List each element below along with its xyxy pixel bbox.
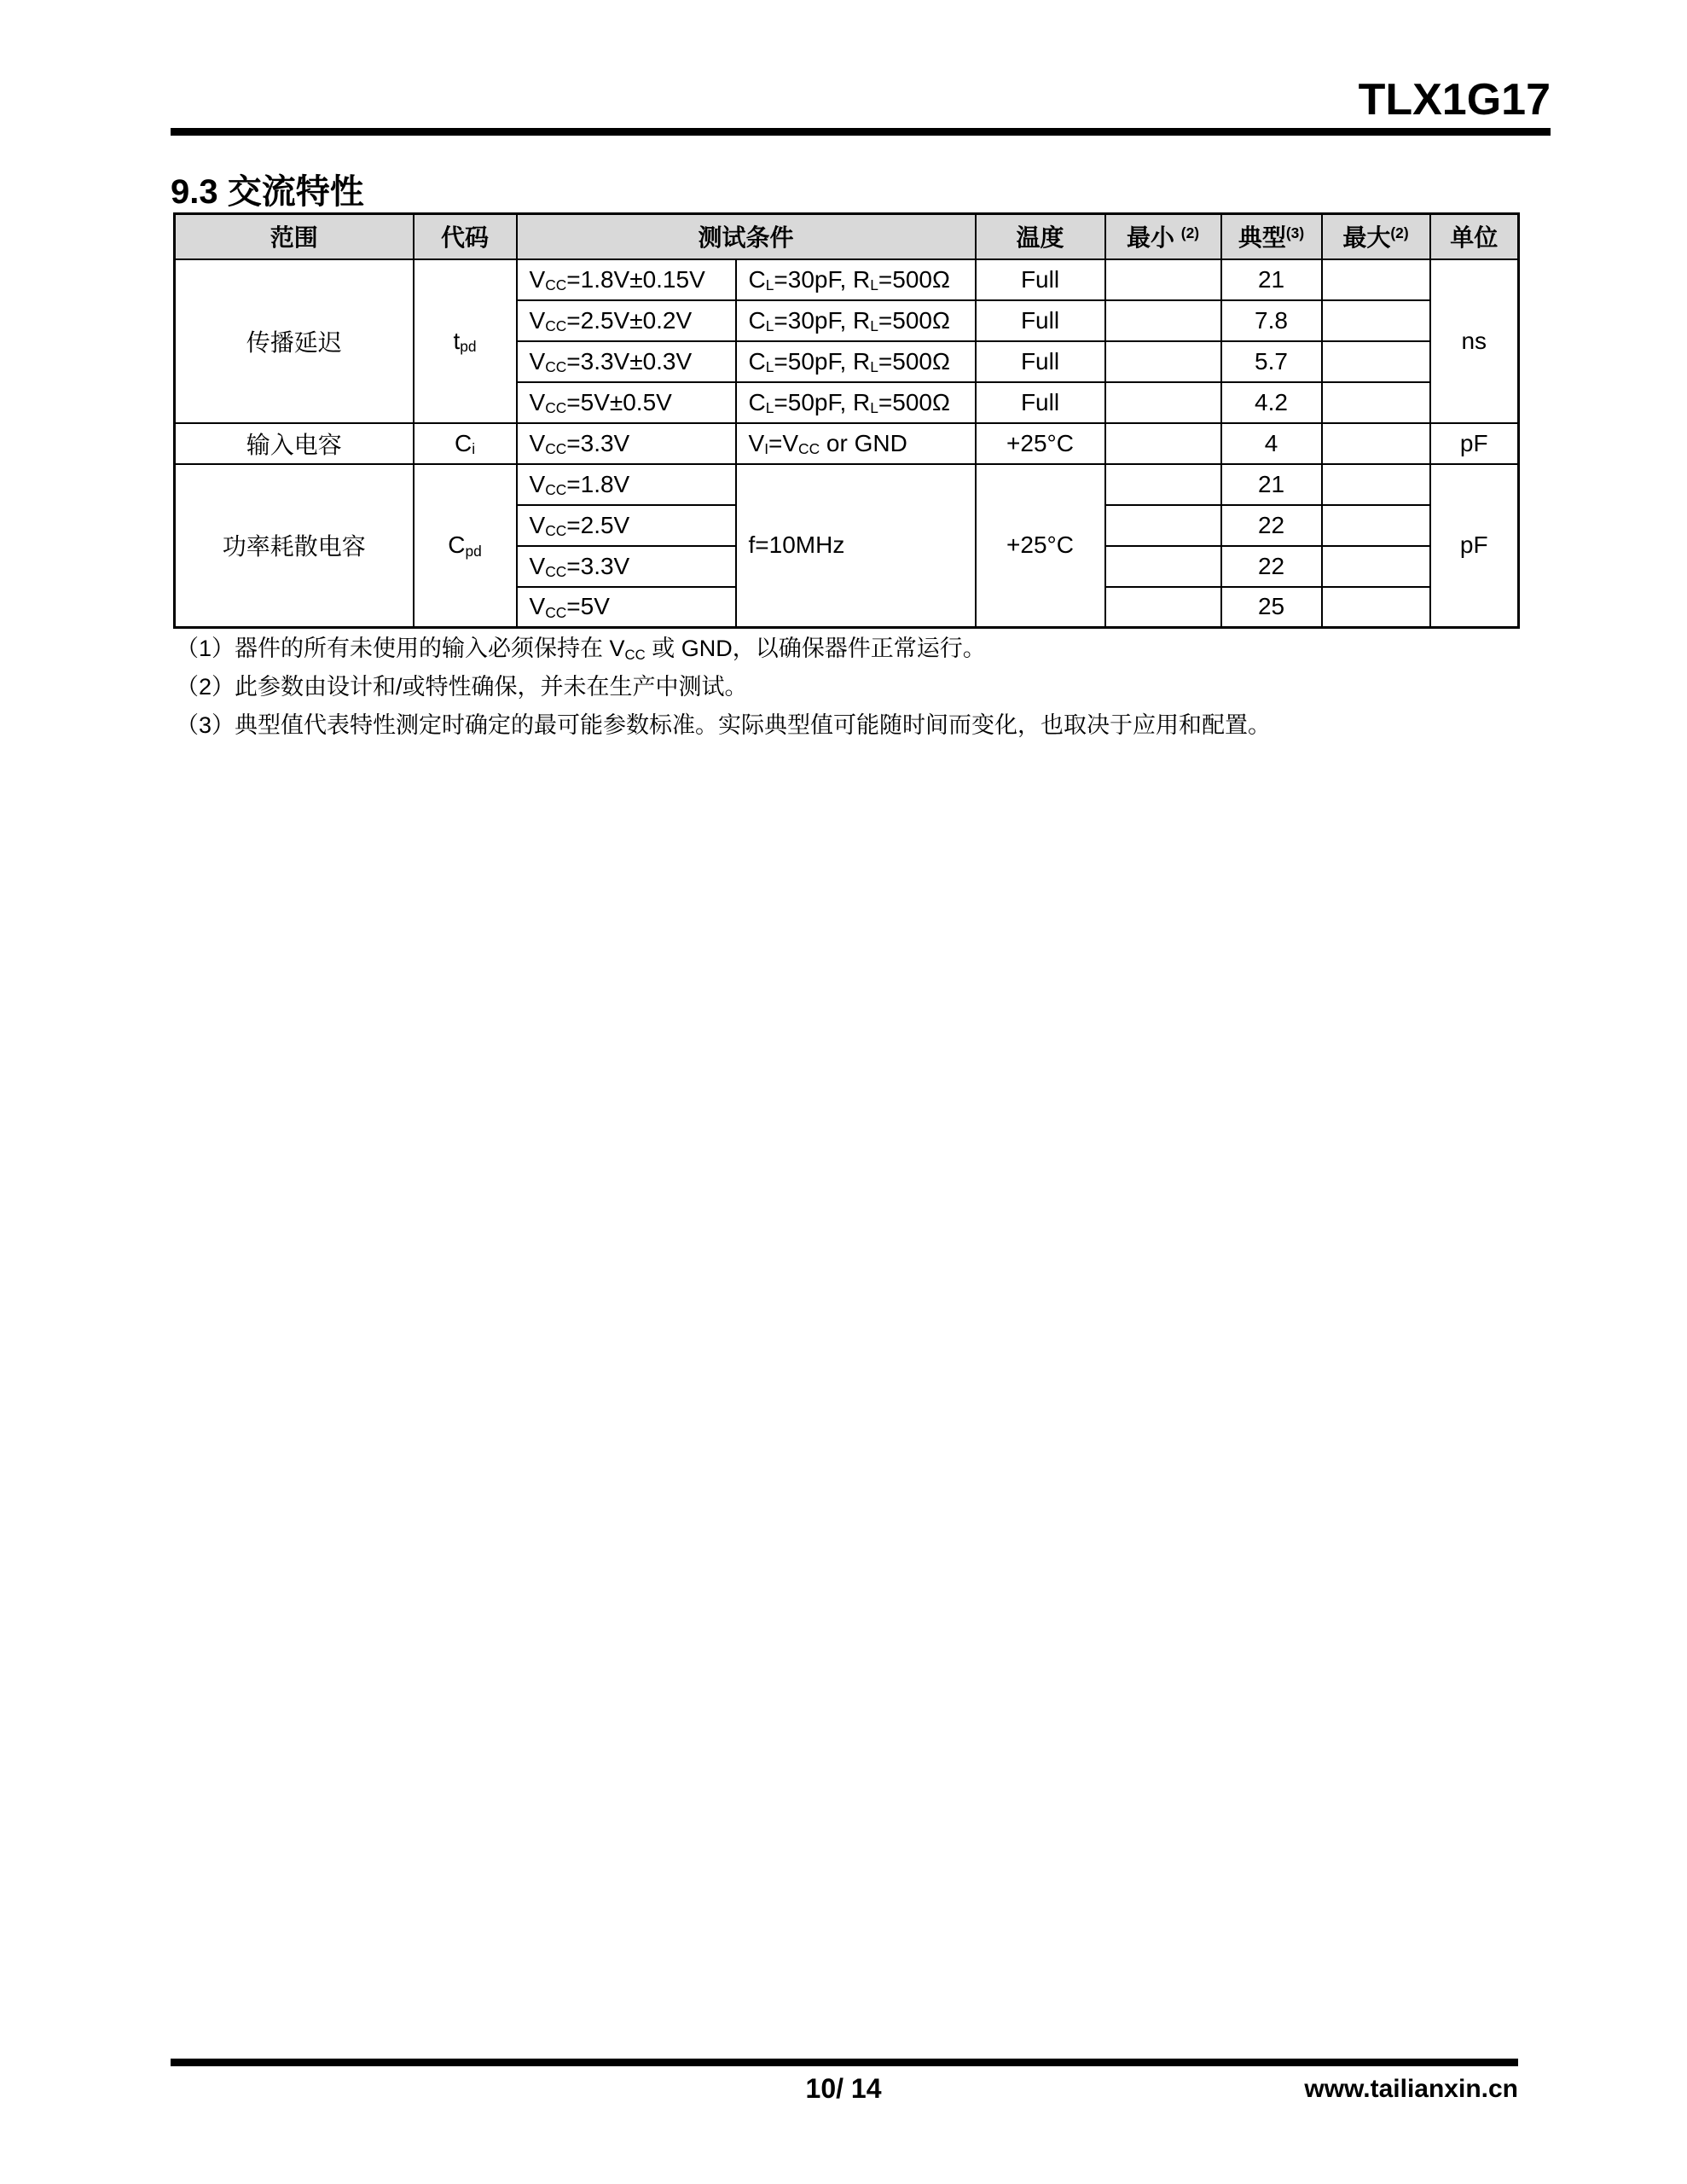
- max-cell: [1322, 464, 1430, 505]
- condition1-cell: $V_{CC}=1.8V$: [517, 464, 736, 505]
- max-cell: [1322, 341, 1430, 382]
- min-cell: [1105, 300, 1221, 341]
- page-header: [171, 75, 1551, 136]
- footnote-2: （2）此参数由设计和/或特性确保，并未在生产中测试。: [176, 674, 748, 700]
- table-row: [175, 464, 1519, 505]
- min-cell: [1105, 546, 1221, 587]
- min-cell: [1105, 341, 1221, 382]
- temperature-cell: Full: [976, 300, 1105, 341]
- condition1-cell: $V_{CC}=3.3V\pm 0.3V$: [517, 341, 736, 382]
- header-rule: [171, 128, 1551, 136]
- max-cell: [1322, 382, 1430, 423]
- max-cell: [1322, 300, 1430, 341]
- temperature-cell: Full: [976, 259, 1105, 300]
- header-typ: 典型$^{(3)}$: [1221, 214, 1322, 259]
- footnote-1: （1）器件的所有未使用的输入必须保持在 $V_{CC}$ 或 GND，以确保器件正常运行。: [176, 636, 986, 663]
- condition1-cell: $V_{CC}=3.3V$: [517, 546, 736, 587]
- typ-cell: 4: [1221, 423, 1322, 464]
- code-cell: $C_{pd}$: [414, 464, 517, 628]
- condition1-cell: $V_{CC}=5V$: [517, 587, 736, 628]
- parameter-cell: 传播延迟: [175, 259, 414, 423]
- header-min: 最小 $^{(2)}$: [1105, 214, 1221, 259]
- table-row: [175, 423, 1519, 464]
- min-cell: [1105, 259, 1221, 300]
- section-title: 9.3 交流特性: [171, 173, 364, 211]
- typ-cell: 7.8: [1221, 300, 1322, 341]
- temperature-cell: Full: [976, 341, 1105, 382]
- footer-rule: [171, 2059, 1518, 2066]
- parameter-cell: 功率耗散电容: [175, 464, 414, 628]
- temperature-cell: +25°C: [976, 423, 1105, 464]
- max-cell: [1322, 587, 1430, 628]
- header-test-conditions: 测试条件: [517, 214, 976, 259]
- condition1-cell: $V_{CC}=2.5V$: [517, 505, 736, 546]
- header-max: 最大$^{(2)}$: [1322, 214, 1430, 259]
- header-unit: 单位: [1430, 214, 1519, 259]
- footnote-3: （3）典型值代表特性测定时确定的最可能参数标准。实际典型值可能随时间而变化，也取决于应用和配置。: [176, 712, 1272, 738]
- min-cell: [1105, 505, 1221, 546]
- typ-cell: 22: [1221, 546, 1322, 587]
- typ-cell: 21: [1221, 259, 1322, 300]
- max-cell: [1322, 423, 1430, 464]
- page-number: 10/ 14: [805, 2073, 882, 2104]
- min-cell: [1105, 464, 1221, 505]
- typ-cell: 4.2: [1221, 382, 1322, 423]
- min-cell: [1105, 382, 1221, 423]
- condition2-cell: f=10MHz: [736, 464, 976, 628]
- condition1-cell: $V_{CC}=3.3V$: [517, 423, 736, 464]
- typ-cell: 22: [1221, 505, 1322, 546]
- unit-cell: pF: [1430, 423, 1519, 464]
- header-temperature: 温度: [976, 214, 1105, 259]
- header-range: 范围: [175, 214, 414, 259]
- header-code: 代码: [414, 214, 517, 259]
- unit-cell: pF: [1430, 464, 1519, 628]
- min-cell: [1105, 587, 1221, 628]
- typ-cell: 5.7: [1221, 341, 1322, 382]
- document-title: TLX1G17: [1358, 75, 1551, 125]
- temperature-cell: +25°C: [976, 464, 1105, 628]
- ac-characteristics-table: [173, 212, 1520, 629]
- unit-cell: ns: [1430, 259, 1519, 423]
- condition1-cell: $V_{CC}=2.5V\pm 0.2V$: [517, 300, 736, 341]
- temperature-cell: Full: [976, 382, 1105, 423]
- footer-website: www.tailianxin.cn: [1304, 2075, 1518, 2103]
- parameter-cell: 输入电容: [175, 423, 414, 464]
- max-cell: [1322, 259, 1430, 300]
- condition2-cell: $C_L=30pF$, $R_L=500\Omega$: [736, 300, 976, 341]
- table-header-row: [175, 214, 1519, 259]
- footnotes: [176, 630, 1549, 745]
- table-row: [175, 259, 1519, 300]
- typ-cell: 25: [1221, 587, 1322, 628]
- condition2-cell: $C_L=50pF$, $R_L=500\Omega$: [736, 382, 976, 423]
- code-cell: $t_{pd}$: [414, 259, 517, 423]
- condition1-cell: $V_{CC}=5V\pm 0.5V$: [517, 382, 736, 423]
- min-cell: [1105, 423, 1221, 464]
- max-cell: [1322, 546, 1430, 587]
- condition2-cell: $C_L=50pF$, $R_L=500\Omega$: [736, 341, 976, 382]
- code-cell: $C_i$: [414, 423, 517, 464]
- max-cell: [1322, 505, 1430, 546]
- typ-cell: 21: [1221, 464, 1322, 505]
- condition2-cell: $V_I=V_{CC}$ or GND: [736, 423, 976, 464]
- condition1-cell: $V_{CC}=1.8V\pm 0.15V$: [517, 259, 736, 300]
- condition2-cell: $C_L=30pF$, $R_L=500\Omega$: [736, 259, 976, 300]
